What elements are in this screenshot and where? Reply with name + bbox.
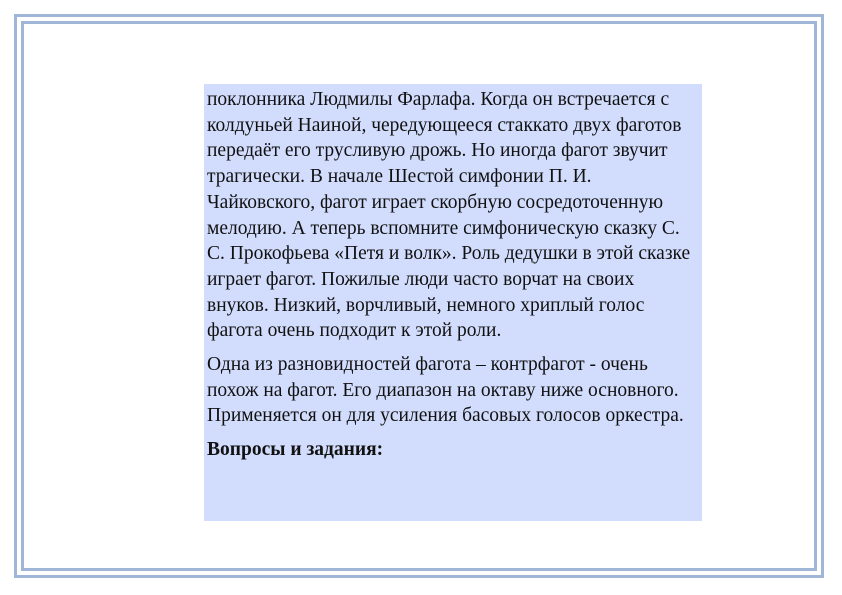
questions-heading: Вопросы и задания: xyxy=(207,439,384,461)
paragraph-contrabassoon: Одна из разновидностей фагота – контрфагот - очень похож на фагот. Его диапазон на октаву ниже основного. Применяется он для усиления басовых голосов оркестра. xyxy=(207,354,684,427)
paragraph-bassoon-roles: поклонника Людмилы Фарлафа. Когда он встречается с колдуньей Наиной, чередующееся стаккато двух фаготов передаёт его трусливую дрожь. Но иногда фагот звучит трагически. В начале Шестой симфонии П. И. Чайковского, фагот играет скорбную сосредоточенную мелодию. А теперь вспомните симфоническую сказку С. С. Прокофьева «Петя и волк». Роль дедушки в этой сказке играет фагот. Пожилые люди часто ворчат на своих внуков. Низкий, ворчливый, немного хриплый голос фагота очень подходит к этой роли. xyxy=(207,89,691,342)
text-content-block xyxy=(204,84,702,521)
